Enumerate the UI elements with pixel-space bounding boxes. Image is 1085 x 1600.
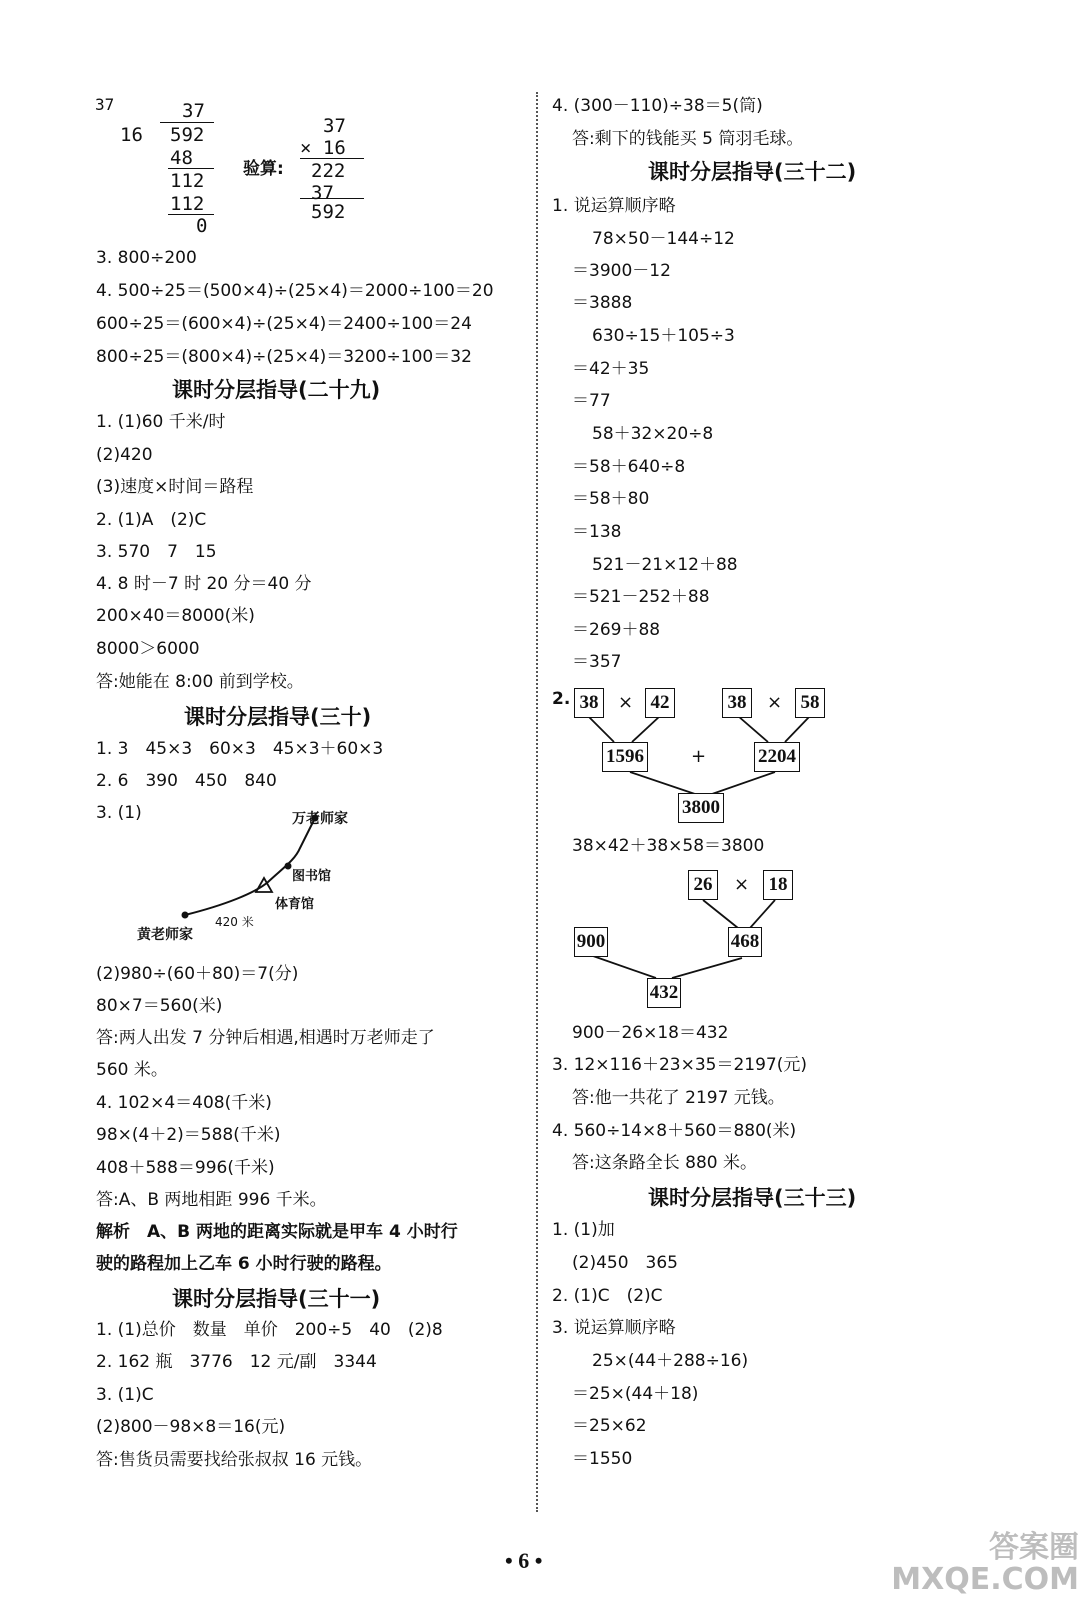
answer-line: 2. 6 390 450 840	[96, 771, 277, 791]
page-number: • 6 •	[505, 1548, 543, 1573]
division-step: 112	[170, 170, 205, 192]
answer-line: ＝357	[572, 652, 622, 672]
division-remainder: 0	[196, 215, 208, 237]
section-heading: 课时分层指导(三十三)	[648, 1186, 857, 1210]
tree-box: 42	[645, 688, 675, 718]
answer-line: 答:她能在 8:00 前到学校。	[96, 672, 304, 692]
answer-line: (2)980÷(60＋80)＝7(分)	[96, 964, 299, 984]
answer-line: 1. 说运算顺序略	[552, 196, 676, 216]
answer-line: ＝42＋35	[572, 359, 650, 379]
answer-line: 521－21×12＋88	[592, 555, 738, 575]
tree-box: 26	[688, 870, 718, 900]
answer-line: ＝3888	[572, 293, 633, 313]
answer-line: 1. (1)加	[552, 1220, 615, 1240]
answer-line: ＝25×(44＋18)	[572, 1384, 699, 1404]
analysis-line: 解析 A、B 两地的距离实际就是甲车 4 小时行	[96, 1222, 458, 1242]
answer-line: 2. (1)A (2)C	[96, 510, 207, 530]
answer-line: ＝3900－12	[572, 261, 671, 281]
times-sign: ×	[618, 692, 634, 713]
answer-line: 3. 570 7 15	[96, 542, 217, 562]
check-label: 验算:	[243, 159, 284, 179]
tree-box: 3800	[678, 793, 724, 823]
tree-box: 58	[795, 688, 825, 718]
map-label: 黄老师家	[137, 927, 193, 943]
check-line: 37	[323, 115, 346, 137]
check-line: 222	[311, 160, 346, 182]
question-number: 2.	[552, 689, 571, 709]
answer-line: 3. 800÷200	[96, 248, 197, 268]
answer-line: (3)速度×时间＝路程	[96, 477, 254, 497]
answer-line: 3. 说运算顺序略	[552, 1318, 676, 1338]
answer-line: 4. 102×4＝408(千米)	[96, 1093, 272, 1113]
answer-line: ＝58＋640÷8	[572, 457, 686, 477]
answer-line: 600÷25＝(600×4)÷(25×4)＝2400÷100＝24	[96, 314, 472, 334]
division-dividend: 592	[170, 124, 205, 146]
answer-line: 8000＞6000	[96, 639, 200, 659]
map-label: 万老师家	[292, 811, 348, 827]
answer-line: ＝25×62	[572, 1416, 647, 1436]
answer-line: 答:剩下的钱能买 5 筒羽毛球。	[572, 129, 804, 149]
answer-line: 800÷25＝(800×4)÷(25×4)＝3200÷100＝32	[96, 347, 472, 367]
tree-box: 38	[722, 688, 752, 718]
answer-line: ＝1550	[572, 1449, 633, 1469]
answer-line: 78×50－144÷12	[592, 229, 735, 249]
answer-line: 2. 162 瓶 3776 12 元/副 3344	[96, 1352, 377, 1372]
tree-box: 18	[763, 870, 793, 900]
tree-box: 1596	[602, 742, 648, 772]
analysis-line: 驶的路程加上乙车 6 小时行驶的路程。	[96, 1254, 392, 1274]
answer-line: ＝77	[572, 391, 611, 411]
times-sign: ×	[734, 874, 750, 895]
answer-line: 38×42＋38×58＝3800	[572, 836, 765, 856]
section-heading: 课时分层指导(三十二)	[648, 160, 857, 184]
answer-line: 900－26×18＝432	[572, 1023, 729, 1043]
division-divisor: 16	[120, 124, 143, 146]
map-label: 体育馆	[275, 897, 315, 912]
answer-line: (2)800－98×8＝16(元)	[96, 1417, 286, 1437]
check-line: 592	[311, 201, 346, 223]
map-label: 图书馆	[292, 869, 332, 884]
division-quotient: 37	[182, 100, 205, 122]
division-step: 112	[170, 193, 205, 215]
answer-line: 1. (1)总价 数量 单价 200÷5 40 (2)8	[96, 1320, 443, 1340]
watermark-logo: 答案圈 MXQE.COM	[891, 1530, 1079, 1597]
plus-sign: +	[691, 746, 707, 767]
answer-line: ＝269＋88	[572, 620, 661, 640]
answer-line: 4. (300－110)÷38＝5(筒)	[552, 96, 763, 116]
section-heading: 课时分层指导(三十一)	[172, 1287, 381, 1311]
division-label: 37	[95, 95, 115, 114]
answer-line: 200×40＝8000(米)	[96, 606, 255, 626]
answer-line: 3. (1)C	[96, 1385, 154, 1405]
answer-line: ＝521－252＋88	[572, 587, 710, 607]
answer-line: 答:两人出发 7 分钟后相遇,相遇时万老师走了	[96, 1028, 435, 1048]
tree-box: 38	[574, 688, 604, 718]
answer-line: 560 米。	[96, 1060, 168, 1080]
section-heading: 课时分层指导(三十)	[184, 705, 372, 729]
tree-box: 900	[574, 927, 608, 957]
answer-line: 25×(44＋288÷16)	[592, 1351, 749, 1371]
answer-line: 4. 8 时－7 时 20 分＝40 分	[96, 574, 312, 594]
times-sign: ×	[767, 692, 783, 713]
answer-line: 2. (1)C (2)C	[552, 1286, 663, 1306]
tree-box: 2204	[754, 742, 800, 772]
answer-line: (2)450 365	[572, 1253, 678, 1273]
tree-box: 432	[647, 978, 681, 1008]
answer-line: ＝58＋80	[572, 489, 650, 509]
answer-line: ＝138	[572, 522, 622, 542]
answer-line: 4. 560÷14×8＋560＝880(米)	[552, 1121, 797, 1141]
answer-line: 1. (1)60 千米/时	[96, 412, 226, 432]
answer-line: 98×(4＋2)＝588(千米)	[96, 1125, 281, 1145]
check-line: × 16	[300, 137, 346, 159]
answer-line: 630÷15＋105÷3	[592, 326, 735, 346]
answer-line: 4. 500÷25＝(500×4)÷(25×4)＝2000÷100＝20	[96, 281, 494, 301]
answer-line: 答:这条路全长 880 米。	[572, 1153, 757, 1173]
answer-line: 408＋588＝996(千米)	[96, 1158, 275, 1178]
tree-box: 468	[728, 927, 762, 957]
answer-line: 答:他一共花了 2197 元钱。	[572, 1088, 785, 1108]
division-step: 48	[170, 147, 193, 169]
answer-line: 答:A、B 两地相距 996 千米。	[96, 1190, 327, 1210]
check-line: 37	[311, 182, 334, 204]
answer-line: (2)420	[96, 445, 153, 465]
answer-line: 3. 12×116＋23×35＝2197(元)	[552, 1055, 807, 1075]
answer-line: 3. (1)	[96, 803, 142, 823]
answer-line: 答:售货员需要找给张叔叔 16 元钱。	[96, 1450, 373, 1470]
section-heading: 课时分层指导(二十九)	[172, 378, 381, 402]
answer-line: 58＋32×20÷8	[592, 424, 714, 444]
answer-line: 80×7＝560(米)	[96, 996, 223, 1016]
answer-line: 1. 3 45×3 60×3 45×3＋60×3	[96, 739, 384, 759]
map-label: 420 米	[215, 915, 254, 929]
